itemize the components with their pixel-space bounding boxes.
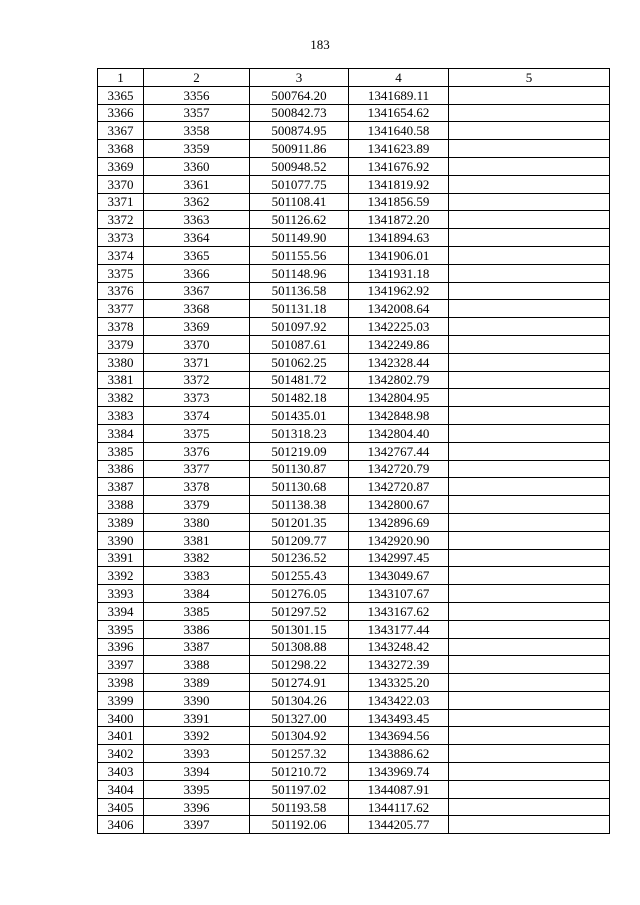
table-cell-col-3: 501131.18 — [250, 300, 349, 318]
table-cell-col-3: 501077.75 — [250, 175, 349, 193]
table-cell-col-3: 500842.73 — [250, 104, 349, 122]
table-cell-col-1: 3397 — [98, 656, 144, 674]
table-cell-col-1: 3379 — [98, 335, 144, 353]
table-cell-col-2: 3385 — [144, 602, 250, 620]
table-row — [98, 335, 610, 353]
table-cell-col-5 — [449, 353, 610, 371]
table-cell-col-4: 1343969.74 — [349, 763, 449, 781]
table-cell-col-5 — [449, 531, 610, 549]
table-row — [98, 264, 610, 282]
table-cell-col-3: 501130.68 — [250, 478, 349, 496]
table-cell-col-1: 3365 — [98, 86, 144, 104]
table-cell-col-5 — [449, 727, 610, 745]
table-cell-col-1: 3402 — [98, 745, 144, 763]
table-cell-col-4: 1342804.95 — [349, 389, 449, 407]
table-row — [98, 318, 610, 336]
table-cell-col-2: 3359 — [144, 140, 250, 158]
table-row — [98, 620, 610, 638]
table-cell-col-2: 3382 — [144, 549, 250, 567]
table-row — [98, 229, 610, 247]
table-row — [98, 674, 610, 692]
table-cell-col-5 — [449, 229, 610, 247]
table-cell-col-4: 1342225.03 — [349, 318, 449, 336]
table-cell-col-3: 501301.15 — [250, 620, 349, 638]
table-cell-col-1: 3384 — [98, 424, 144, 442]
table-row — [98, 300, 610, 318]
table-cell-col-2: 3370 — [144, 335, 250, 353]
table-cell-col-3: 501257.32 — [250, 745, 349, 763]
table-cell-col-1: 3405 — [98, 798, 144, 816]
table-cell-col-2: 3358 — [144, 122, 250, 140]
table-cell-col-1: 3372 — [98, 211, 144, 229]
table-cell-col-5 — [449, 175, 610, 193]
table-cell-col-2: 3392 — [144, 727, 250, 745]
table-cell-col-2: 3384 — [144, 585, 250, 603]
table-row — [98, 549, 610, 567]
table-cell-col-1: 3406 — [98, 816, 144, 834]
table-row — [98, 282, 610, 300]
table-cell-col-5 — [449, 335, 610, 353]
table-cell-col-4: 1342767.44 — [349, 442, 449, 460]
table-cell-col-5 — [449, 424, 610, 442]
table-row — [98, 709, 610, 727]
table-row — [98, 585, 610, 603]
table-cell-col-1: 3366 — [98, 104, 144, 122]
table-cell-col-4: 1342328.44 — [349, 353, 449, 371]
table-cell-col-3: 501482.18 — [250, 389, 349, 407]
table-row — [98, 531, 610, 549]
table-cell-col-1: 3396 — [98, 638, 144, 656]
table-row — [98, 442, 610, 460]
table-cell-col-5 — [449, 86, 610, 104]
table-cell-col-4: 1343325.20 — [349, 674, 449, 692]
table-cell-col-2: 3377 — [144, 460, 250, 478]
table-cell-col-4: 1342997.45 — [349, 549, 449, 567]
table-cell-col-2: 3362 — [144, 193, 250, 211]
table-cell-col-2: 3360 — [144, 157, 250, 175]
table-cell-col-5 — [449, 656, 610, 674]
table-cell-col-4: 1341689.11 — [349, 86, 449, 104]
table-cell-col-2: 3374 — [144, 407, 250, 425]
table-row — [98, 104, 610, 122]
table-row — [98, 638, 610, 656]
table-row — [98, 389, 610, 407]
table-cell-col-5 — [449, 264, 610, 282]
table-cell-col-1: 3371 — [98, 193, 144, 211]
table-cell-col-1: 3376 — [98, 282, 144, 300]
table-cell-col-2: 3368 — [144, 300, 250, 318]
table-cell-col-1: 3386 — [98, 460, 144, 478]
table-cell-col-2: 3378 — [144, 478, 250, 496]
table-cell-col-4: 1342896.69 — [349, 513, 449, 531]
table-cell-col-1: 3387 — [98, 478, 144, 496]
table-cell-col-2: 3393 — [144, 745, 250, 763]
table-cell-col-1: 3393 — [98, 585, 144, 603]
table-cell-col-4: 1342720.79 — [349, 460, 449, 478]
table-cell-col-2: 3361 — [144, 175, 250, 193]
table-row — [98, 691, 610, 709]
table-cell-col-5 — [449, 496, 610, 514]
table-cell-col-2: 3375 — [144, 424, 250, 442]
table-cell-col-1: 3382 — [98, 389, 144, 407]
table-cell-col-3: 501148.96 — [250, 264, 349, 282]
table-cell-col-5 — [449, 709, 610, 727]
table-cell-col-3: 501297.52 — [250, 602, 349, 620]
table-row — [98, 513, 610, 531]
table-cell-col-4: 1343177.44 — [349, 620, 449, 638]
table-cell-col-5 — [449, 282, 610, 300]
table-cell-col-2: 3366 — [144, 264, 250, 282]
table-cell-col-2: 3397 — [144, 816, 250, 834]
table-cell-col-5 — [449, 745, 610, 763]
table-cell-col-1: 3370 — [98, 175, 144, 193]
table-cell-col-5 — [449, 300, 610, 318]
table-cell-col-3: 501193.58 — [250, 798, 349, 816]
column-header-4: 4 — [349, 69, 449, 87]
table-cell-col-2: 3388 — [144, 656, 250, 674]
table-cell-col-4: 1343886.62 — [349, 745, 449, 763]
table-cell-col-4: 1342249.86 — [349, 335, 449, 353]
table-cell-col-5 — [449, 602, 610, 620]
table-cell-col-1: 3399 — [98, 691, 144, 709]
table-cell-col-5 — [449, 157, 610, 175]
table-cell-col-4: 1342920.90 — [349, 531, 449, 549]
table-row — [98, 567, 610, 585]
table-cell-col-3: 501149.90 — [250, 229, 349, 247]
table-cell-col-4: 1341906.01 — [349, 246, 449, 264]
table-cell-col-4: 1343049.67 — [349, 567, 449, 585]
table-cell-col-4: 1342802.79 — [349, 371, 449, 389]
table-cell-col-2: 3391 — [144, 709, 250, 727]
table-cell-col-3: 501192.06 — [250, 816, 349, 834]
table-cell-col-2: 3389 — [144, 674, 250, 692]
table-cell-col-5 — [449, 407, 610, 425]
table-cell-col-5 — [449, 478, 610, 496]
table-cell-col-1: 3391 — [98, 549, 144, 567]
table-cell-col-2: 3386 — [144, 620, 250, 638]
table-cell-col-1: 3374 — [98, 246, 144, 264]
table-cell-col-4: 1342804.40 — [349, 424, 449, 442]
table-cell-col-2: 3376 — [144, 442, 250, 460]
table-cell-col-1: 3378 — [98, 318, 144, 336]
table-row — [98, 175, 610, 193]
table-cell-col-4: 1341856.59 — [349, 193, 449, 211]
table-cell-col-1: 3394 — [98, 602, 144, 620]
table-cell-col-1: 3381 — [98, 371, 144, 389]
table-cell-col-5 — [449, 211, 610, 229]
table-cell-col-3: 501298.22 — [250, 656, 349, 674]
column-header-1: 1 — [98, 69, 144, 87]
table-cell-col-3: 501219.09 — [250, 442, 349, 460]
table-cell-col-2: 3381 — [144, 531, 250, 549]
table-cell-col-4: 1341872.20 — [349, 211, 449, 229]
table-cell-col-5 — [449, 460, 610, 478]
table-cell-col-4: 1343107.67 — [349, 585, 449, 603]
table-cell-col-3: 501308.88 — [250, 638, 349, 656]
table-row — [98, 745, 610, 763]
table-cell-col-1: 3392 — [98, 567, 144, 585]
table-cell-col-1: 3400 — [98, 709, 144, 727]
table-cell-col-3: 501136.58 — [250, 282, 349, 300]
table-cell-col-2: 3383 — [144, 567, 250, 585]
table-body — [98, 86, 610, 833]
table-cell-col-5 — [449, 513, 610, 531]
table-cell-col-1: 3390 — [98, 531, 144, 549]
table-cell-col-5 — [449, 371, 610, 389]
table-row — [98, 816, 610, 834]
table-cell-col-5 — [449, 798, 610, 816]
table-cell-col-3: 501304.26 — [250, 691, 349, 709]
table-cell-col-4: 1343493.45 — [349, 709, 449, 727]
table-row — [98, 157, 610, 175]
table-cell-col-3: 501201.35 — [250, 513, 349, 531]
table-cell-col-3: 501327.00 — [250, 709, 349, 727]
table-cell-col-3: 501236.52 — [250, 549, 349, 567]
table-cell-col-5 — [449, 246, 610, 264]
table-cell-col-3: 500764.20 — [250, 86, 349, 104]
table-cell-col-4: 1341962.92 — [349, 282, 449, 300]
table-cell-col-2: 3396 — [144, 798, 250, 816]
table-cell-col-3: 501087.61 — [250, 335, 349, 353]
table-cell-col-3: 501130.87 — [250, 460, 349, 478]
table-row — [98, 407, 610, 425]
table-cell-col-1: 3380 — [98, 353, 144, 371]
table-cell-col-1: 3383 — [98, 407, 144, 425]
table-cell-col-2: 3372 — [144, 371, 250, 389]
table-row — [98, 353, 610, 371]
table-cell-col-4: 1343422.03 — [349, 691, 449, 709]
table-cell-col-1: 3375 — [98, 264, 144, 282]
table-cell-col-3: 500874.95 — [250, 122, 349, 140]
table-row — [98, 763, 610, 781]
table-cell-col-4: 1343272.39 — [349, 656, 449, 674]
table-cell-col-1: 3404 — [98, 780, 144, 798]
table-cell-col-2: 3373 — [144, 389, 250, 407]
table-row — [98, 656, 610, 674]
table-cell-col-2: 3357 — [144, 104, 250, 122]
table-cell-col-2: 3379 — [144, 496, 250, 514]
table-cell-col-2: 3394 — [144, 763, 250, 781]
table-cell-col-5 — [449, 567, 610, 585]
table-cell-col-5 — [449, 549, 610, 567]
table-row — [98, 140, 610, 158]
table-cell-col-5 — [449, 691, 610, 709]
table-cell-col-4: 1343167.62 — [349, 602, 449, 620]
table-cell-col-1: 3395 — [98, 620, 144, 638]
table-cell-col-2: 3367 — [144, 282, 250, 300]
table-cell-col-4: 1341654.62 — [349, 104, 449, 122]
table-cell-col-3: 501097.92 — [250, 318, 349, 336]
table-cell-col-5 — [449, 780, 610, 798]
column-header-2: 2 — [144, 69, 250, 87]
table-cell-col-2: 3390 — [144, 691, 250, 709]
table-cell-col-3: 501062.25 — [250, 353, 349, 371]
table-cell-col-3: 501138.38 — [250, 496, 349, 514]
table-cell-col-4: 1344117.62 — [349, 798, 449, 816]
table-cell-col-3: 500948.52 — [250, 157, 349, 175]
table-cell-col-2: 3371 — [144, 353, 250, 371]
table-cell-col-3: 501274.91 — [250, 674, 349, 692]
table-row — [98, 246, 610, 264]
table-cell-col-4: 1344205.77 — [349, 816, 449, 834]
table-cell-col-4: 1344087.91 — [349, 780, 449, 798]
table-row — [98, 496, 610, 514]
table-cell-col-1: 3389 — [98, 513, 144, 531]
page-number: 183 — [310, 37, 330, 52]
table-cell-col-3: 501276.05 — [250, 585, 349, 603]
table-cell-col-1: 3369 — [98, 157, 144, 175]
table-cell-col-4: 1343694.56 — [349, 727, 449, 745]
table-row — [98, 460, 610, 478]
table-cell-col-4: 1341640.58 — [349, 122, 449, 140]
coordinates-table — [97, 68, 610, 834]
table-cell-col-2: 3380 — [144, 513, 250, 531]
table-cell-col-2: 3356 — [144, 86, 250, 104]
table-cell-col-1: 3367 — [98, 122, 144, 140]
table-row — [98, 122, 610, 140]
table-cell-col-4: 1341931.18 — [349, 264, 449, 282]
table-cell-col-2: 3387 — [144, 638, 250, 656]
table-cell-col-2: 3395 — [144, 780, 250, 798]
table-cell-col-5 — [449, 389, 610, 407]
table-cell-col-1: 3377 — [98, 300, 144, 318]
table-cell-col-3: 501126.62 — [250, 211, 349, 229]
table-cell-col-5 — [449, 104, 610, 122]
column-header-3: 3 — [250, 69, 349, 87]
table-cell-col-4: 1342008.64 — [349, 300, 449, 318]
table-cell-col-5 — [449, 193, 610, 211]
table-cell-col-4: 1343248.42 — [349, 638, 449, 656]
table-cell-col-1: 3368 — [98, 140, 144, 158]
table-cell-col-3: 500911.86 — [250, 140, 349, 158]
table-cell-col-4: 1341676.92 — [349, 157, 449, 175]
table-cell-col-4: 1342848.98 — [349, 407, 449, 425]
table-cell-col-3: 501318.23 — [250, 424, 349, 442]
table-row — [98, 478, 610, 496]
table-cell-col-5 — [449, 816, 610, 834]
table-cell-col-5 — [449, 318, 610, 336]
table-cell-col-1: 3373 — [98, 229, 144, 247]
table-cell-col-3: 501435.01 — [250, 407, 349, 425]
table-cell-col-3: 501481.72 — [250, 371, 349, 389]
table-row — [98, 602, 610, 620]
table-cell-col-5 — [449, 674, 610, 692]
table-row — [98, 371, 610, 389]
table-row — [98, 727, 610, 745]
table-cell-col-1: 3401 — [98, 727, 144, 745]
table-cell-col-4: 1341894.63 — [349, 229, 449, 247]
table-cell-col-5 — [449, 442, 610, 460]
table-cell-col-2: 3363 — [144, 211, 250, 229]
table-cell-col-4: 1342800.67 — [349, 496, 449, 514]
table-cell-col-3: 501108.41 — [250, 193, 349, 211]
table-cell-col-1: 3398 — [98, 674, 144, 692]
table-row — [98, 211, 610, 229]
table-row — [98, 780, 610, 798]
table-cell-col-1: 3388 — [98, 496, 144, 514]
table-cell-col-3: 501210.72 — [250, 763, 349, 781]
table-row — [98, 798, 610, 816]
table-cell-col-3: 501304.92 — [250, 727, 349, 745]
table-row — [98, 86, 610, 104]
table-cell-col-5 — [449, 140, 610, 158]
table-row — [98, 193, 610, 211]
table-cell-col-1: 3385 — [98, 442, 144, 460]
table-cell-col-3: 501155.56 — [250, 246, 349, 264]
table-cell-col-5 — [449, 638, 610, 656]
table-cell-col-1: 3403 — [98, 763, 144, 781]
table-cell-col-3: 501197.02 — [250, 780, 349, 798]
table-cell-col-2: 3364 — [144, 229, 250, 247]
table-cell-col-4: 1342720.87 — [349, 478, 449, 496]
column-header-5: 5 — [449, 69, 610, 87]
table-cell-col-4: 1341623.89 — [349, 140, 449, 158]
table-cell-col-2: 3365 — [144, 246, 250, 264]
table-cell-col-5 — [449, 122, 610, 140]
table-cell-col-5 — [449, 585, 610, 603]
table-cell-col-3: 501209.77 — [250, 531, 349, 549]
table-cell-col-4: 1341819.92 — [349, 175, 449, 193]
table-header-row — [98, 69, 610, 87]
table-cell-col-3: 501255.43 — [250, 567, 349, 585]
table-cell-col-5 — [449, 763, 610, 781]
table-cell-col-5 — [449, 620, 610, 638]
table-cell-col-2: 3369 — [144, 318, 250, 336]
table-row — [98, 424, 610, 442]
